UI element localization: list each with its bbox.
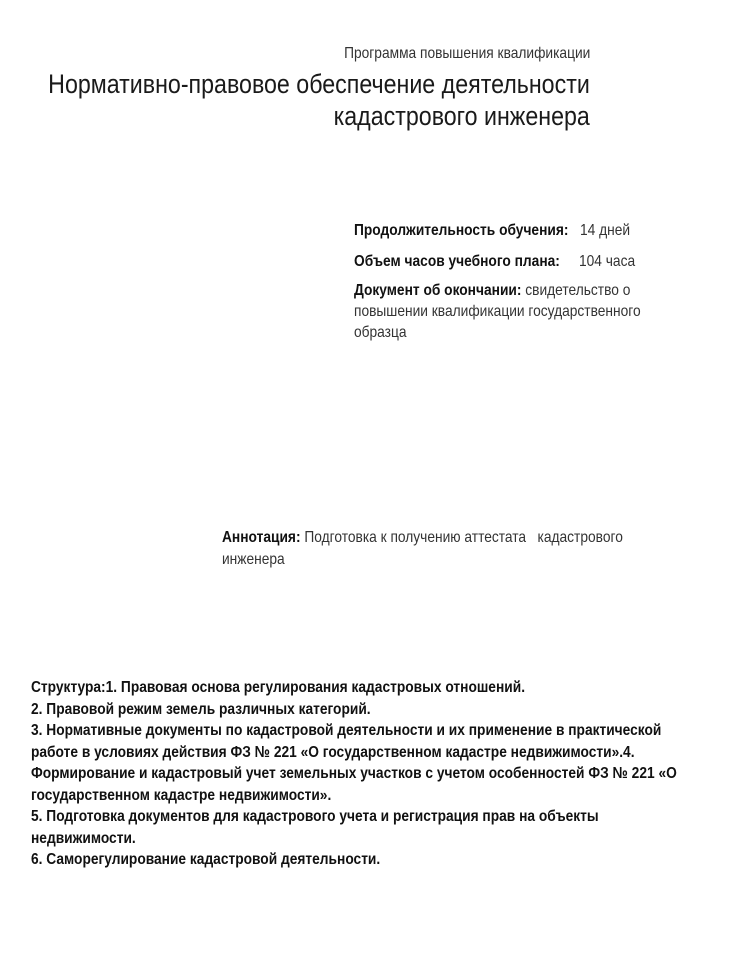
annotation-text: Подготовка к получению аттестата кадастрового инженера [222,529,627,568]
document-label: Документ об окончании: [354,282,522,299]
document-value: свидетельство о повышении квалификации государственного образца [354,282,641,341]
duration-value: 14 дней [579,222,631,239]
course-title [48,68,590,132]
hours-row [354,251,635,272]
structure-item-2: 2. Правовой режим земель различных категорий. [31,700,371,718]
structure-item-5: 5. Подготовка документов для кадастрового учета и регистрация прав на объекты недвижимости. [31,808,599,847]
course-title-line-2: кадастрового инженера [333,101,590,131]
structure-list [31,677,687,871]
document-row [354,280,685,343]
structure-item-6: 6. Саморегулирование кадастровой деятельности. [31,851,381,868]
annotation [222,527,652,571]
structure-item-3: 3. Нормативные документы по кадастровой деятельности и их применение в практической работе в условиях действия ФЗ № 221 «О государственном кадастре недвижимости».4. Формирование и кадастровый учет земельных участков с учетом особенностей ФЗ № 221 «О государственном кадастре недвижимости». [31,722,677,804]
hours-value: 104 часа [578,253,636,270]
duration-label: Продолжительность обучения: [354,222,569,239]
annotation-label: Аннотация: [222,529,301,546]
program-subtitle: Программа повышения квалификации [343,45,590,62]
hours-label: Объем часов учебного плана: [354,253,560,270]
course-title-line-1: Нормативно-правовое обеспечение деятельности [48,69,590,99]
structure-item-1: Структура:1. Правовая основа регулирования кадастровых отношений. [31,679,526,696]
duration-row [354,220,630,241]
